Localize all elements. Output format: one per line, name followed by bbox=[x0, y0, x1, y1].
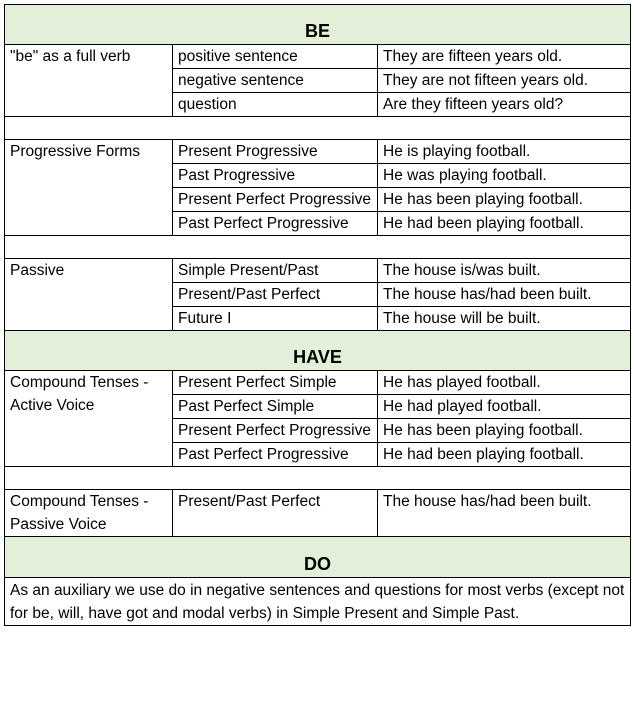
be-section-title: BE bbox=[5, 5, 631, 45]
spacer-row bbox=[5, 467, 631, 490]
example-cell: He had been playing football. bbox=[378, 212, 631, 236]
grammar-table-container bbox=[4, 4, 631, 626]
table-row bbox=[5, 45, 631, 69]
form-cell: Past Perfect Progressive bbox=[173, 443, 378, 467]
form-cell: negative sentence bbox=[173, 69, 378, 93]
example-cell: He has been playing football. bbox=[378, 188, 631, 212]
example-cell: He has played football. bbox=[378, 371, 631, 395]
form-cell: Past Progressive bbox=[173, 164, 378, 188]
spacer-row bbox=[5, 117, 631, 140]
do-header-row bbox=[5, 537, 631, 578]
progressive-label: Progressive Forms bbox=[5, 140, 173, 236]
example-cell: The house has/had been built. bbox=[378, 490, 631, 537]
active-voice-label: Compound Tenses - Active Voice bbox=[5, 371, 173, 467]
form-cell: question bbox=[173, 93, 378, 117]
auxiliary-verbs-table bbox=[4, 4, 631, 626]
spacer-cell bbox=[5, 117, 631, 140]
have-header-row bbox=[5, 331, 631, 371]
full-verb-label: "be" as a full verb bbox=[5, 45, 173, 117]
be-header-row bbox=[5, 5, 631, 45]
do-section-title: DO bbox=[5, 537, 631, 578]
table-row bbox=[5, 140, 631, 164]
form-cell: Past Perfect Progressive bbox=[173, 212, 378, 236]
example-cell: He is playing football. bbox=[378, 140, 631, 164]
form-cell: Present/Past Perfect bbox=[173, 490, 378, 537]
example-cell: They are not fifteen years old. bbox=[378, 69, 631, 93]
example-cell: The house will be built. bbox=[378, 307, 631, 331]
example-cell: The house has/had been built. bbox=[378, 283, 631, 307]
form-cell: Present Perfect Progressive bbox=[173, 188, 378, 212]
form-cell: Present Perfect Progressive bbox=[173, 419, 378, 443]
spacer-row bbox=[5, 236, 631, 259]
table-row bbox=[5, 371, 631, 395]
form-cell: Past Perfect Simple bbox=[173, 395, 378, 419]
example-cell: They are fifteen years old. bbox=[378, 45, 631, 69]
table-row bbox=[5, 490, 631, 537]
form-cell: Present/Past Perfect bbox=[173, 283, 378, 307]
have-section-title: HAVE bbox=[5, 331, 631, 371]
example-cell: He had been playing football. bbox=[378, 443, 631, 467]
spacer-cell bbox=[5, 467, 631, 490]
passive-voice-label: Compound Tenses - Passive Voice bbox=[5, 490, 173, 537]
table-row bbox=[5, 259, 631, 283]
form-cell: positive sentence bbox=[173, 45, 378, 69]
table-row bbox=[5, 578, 631, 626]
example-cell: He was playing football. bbox=[378, 164, 631, 188]
do-description: As an auxiliary we use do in negative sentences and questions for most verbs (except not for be, will, have got and modal verbs) in Simple Present and Simple Past. bbox=[5, 578, 631, 626]
form-cell: Present Progressive bbox=[173, 140, 378, 164]
example-cell: He had played football. bbox=[378, 395, 631, 419]
example-cell: Are they fifteen years old? bbox=[378, 93, 631, 117]
passive-label: Passive bbox=[5, 259, 173, 331]
example-cell: He has been playing football. bbox=[378, 419, 631, 443]
form-cell: Future I bbox=[173, 307, 378, 331]
form-cell: Present Perfect Simple bbox=[173, 371, 378, 395]
example-cell: The house is/was built. bbox=[378, 259, 631, 283]
spacer-cell bbox=[5, 236, 631, 259]
form-cell: Simple Present/Past bbox=[173, 259, 378, 283]
